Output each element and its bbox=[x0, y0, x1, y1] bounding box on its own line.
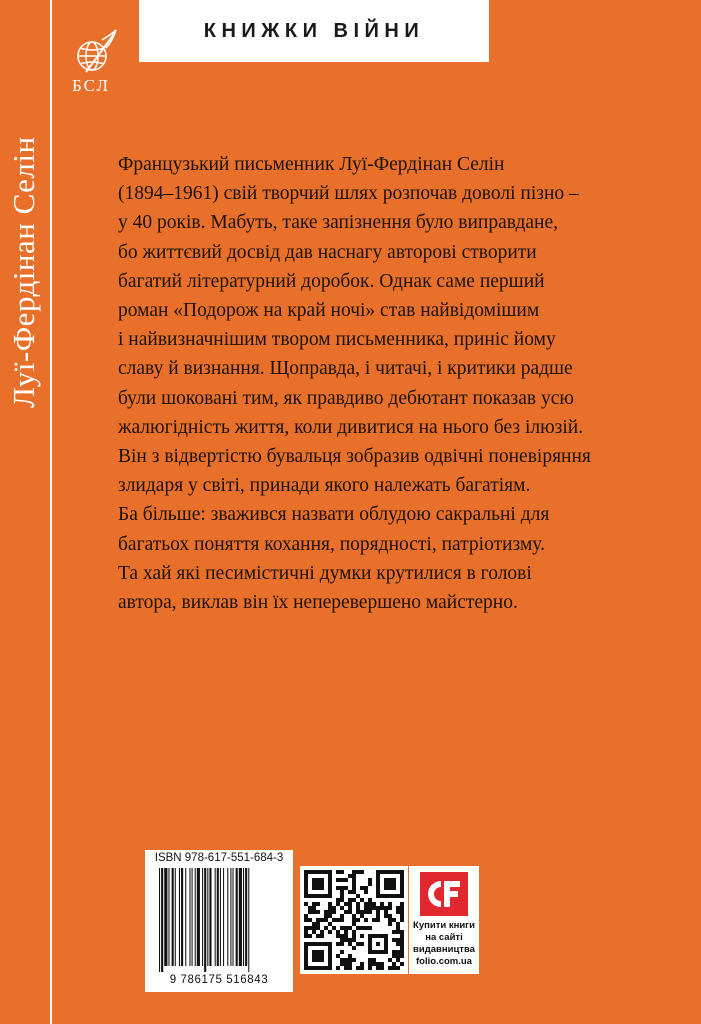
author-name-vertical: Луї-Фердінан Селін bbox=[6, 136, 41, 408]
folio-caption-line: на сайті bbox=[425, 932, 463, 943]
annotation-line: багатьох поняття кохання, порядності, патріотизму. bbox=[118, 533, 545, 555]
series-banner bbox=[139, 0, 489, 62]
qr-code-icon bbox=[304, 870, 404, 970]
barcode-icon bbox=[155, 868, 283, 972]
publisher-logo-text: БСЛ bbox=[72, 76, 111, 95]
series-title: КНИЖКИ ВІЙНИ bbox=[203, 19, 425, 42]
annotation-line: були шоковані тим, як правдиво дебютант показав усю bbox=[118, 387, 574, 409]
annotation-line: Французький письменник Луї-Фердінан Селін bbox=[118, 154, 505, 175]
annotation-line: роман «Подорож на край ночі» став найвідомішим bbox=[118, 300, 540, 322]
annotation-line: автора, виклав він їх неперевершено майстерно. bbox=[118, 592, 518, 614]
book-annotation bbox=[118, 150, 698, 617]
annotation-line: бо життєвий досвід дав наснагу авторові створити bbox=[118, 241, 537, 263]
annotation-line: славу й визнання. Щоправда, і читачі, і критики радше bbox=[118, 358, 573, 380]
cf-logo-icon bbox=[420, 872, 468, 916]
folio-block bbox=[409, 866, 479, 974]
annotation-line: жалюгідність життя, коли дивитися на нього без ілюзій. bbox=[118, 416, 584, 438]
annotation-line: багатий літературний доробок. Однак саме перший bbox=[118, 270, 545, 292]
folio-caption-line: Купити книги bbox=[413, 920, 475, 931]
vertical-rule bbox=[50, 0, 52, 1024]
isbn-number: ISBN 978-617-551-684-3 bbox=[154, 852, 284, 864]
isbn-barcode-block bbox=[145, 850, 293, 992]
folio-caption-line: folio.com.ua bbox=[416, 956, 472, 967]
annotation-line: Та хай які песимістичні думки крутилися в голові bbox=[118, 562, 532, 584]
annotation-line: Ба більше: зважився назвати облудою сакральні для bbox=[118, 504, 550, 526]
annotation-line: (1894–1961) свій творчий шлях розпочав доволі пізно – bbox=[118, 183, 579, 205]
annotation-line: і найвизначнішим твором письменника, приніс йому bbox=[118, 329, 556, 351]
annotation-line: Він з відвертістю бувальця зобразив одвічні поневіряння bbox=[118, 446, 591, 468]
folio-caption bbox=[409, 920, 479, 968]
folio-caption-line: видавництва bbox=[413, 944, 475, 955]
annotation-line: злидаря у світі, принади якого належать багатіям. bbox=[118, 475, 531, 497]
barcode-digits: 9 786175 516843 bbox=[169, 974, 269, 986]
qr-code-block bbox=[300, 866, 408, 974]
annotation-line: у 40 років. Мабуть, таке запізнення було виправдане, bbox=[118, 212, 559, 234]
